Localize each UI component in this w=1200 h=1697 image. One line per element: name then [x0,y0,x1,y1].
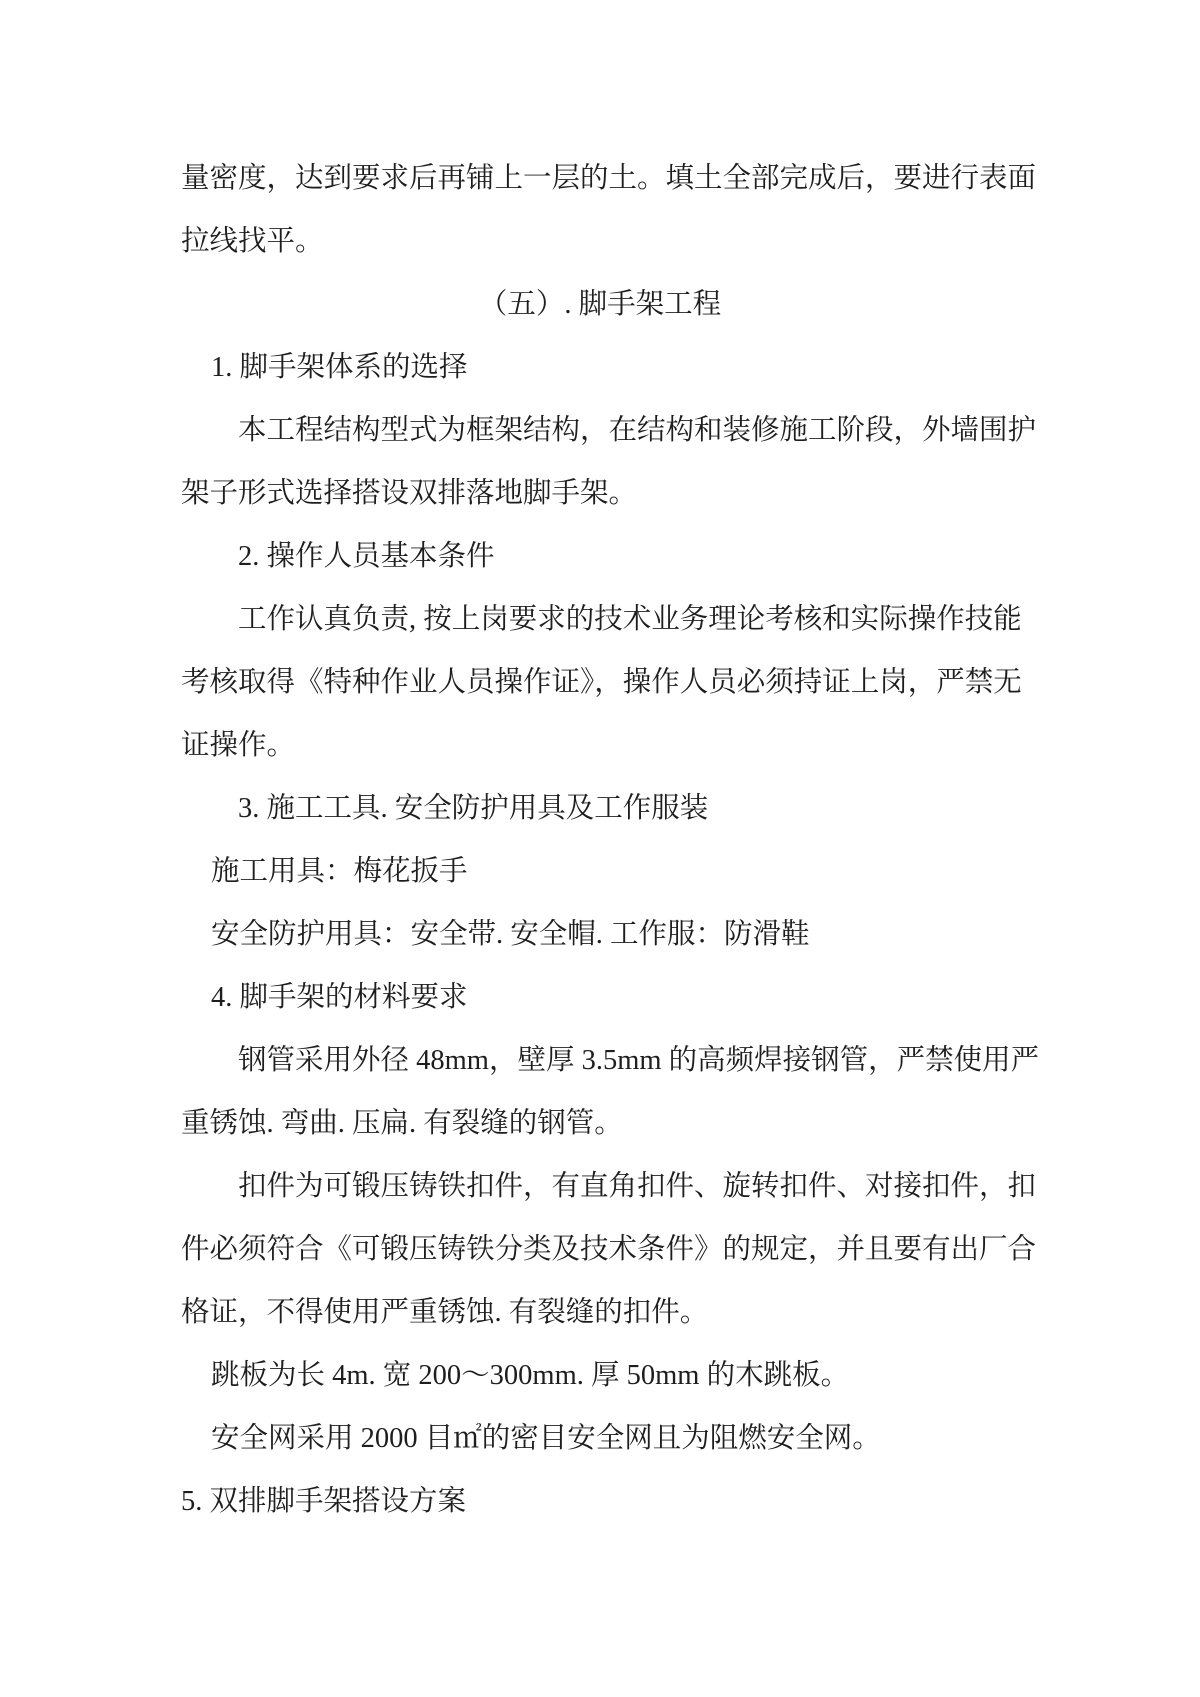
text-line: 安全防护用具：安全带. 安全帽. 工作服：防滑鞋 [211,919,810,950]
numbered-heading: 2. 操作人员基本条件 [238,541,495,572]
numbered-heading: 5. 双排脚手架搭设方案 [181,1486,467,1517]
document-content [0,147,1200,1533]
text-line: 考核取得《特种作业人员操作证》，操作人员必须持证上岗，严禁无 [181,667,1022,698]
text-line: 证操作。 [181,730,296,761]
text-line: 格证，不得使用严重锈蚀. 有裂缝的扣件。 [181,1297,709,1328]
text-line: 施工用具：梅花扳手 [211,856,468,887]
text-line: 安全网采用 2000 目㎡的密目安全网且为阻燃安全网。 [211,1423,881,1454]
text-line: 量密度，达到要求后再铺上一层的土。填土全部完成后，要进行表面 [181,163,1037,194]
text-line: 件必须符合《可锻压铸铁分类及技术条件》的规定，并且要有出厂合 [181,1234,1037,1265]
text-line: 工作认真负责, 按上岗要求的技术业务理论考核和实际操作技能 [238,604,1022,635]
text-line: 钢管采用外径 48mm，壁厚 3.5mm 的高频焊接钢管，严禁使用严 [238,1045,1040,1076]
section-heading: （五）. 脚手架工程 [478,289,722,320]
text-line: 扣件为可锻压铸铁扣件，有直角扣件、旋转扣件、对接扣件，扣 [238,1171,1037,1202]
numbered-heading: 4. 脚手架的材料要求 [211,982,468,1013]
text-line: 拉线找平。 [181,226,324,257]
text-line: 跳板为长 4m. 宽 200～300mm. 厚 50mm 的木跳板。 [211,1360,850,1391]
text-line: 重锈蚀. 弯曲. 压扁. 有裂缝的钢管。 [181,1108,623,1139]
numbered-heading: 1. 脚手架体系的选择 [211,352,468,383]
numbered-heading: 3. 施工工具. 安全防护用具及工作服装 [238,793,709,824]
text-line: 本工程结构型式为框架结构，在结构和装修施工阶段，外墙围护 [238,415,1037,446]
text-line: 架子形式选择搭设双排落地脚手架。 [181,478,638,509]
